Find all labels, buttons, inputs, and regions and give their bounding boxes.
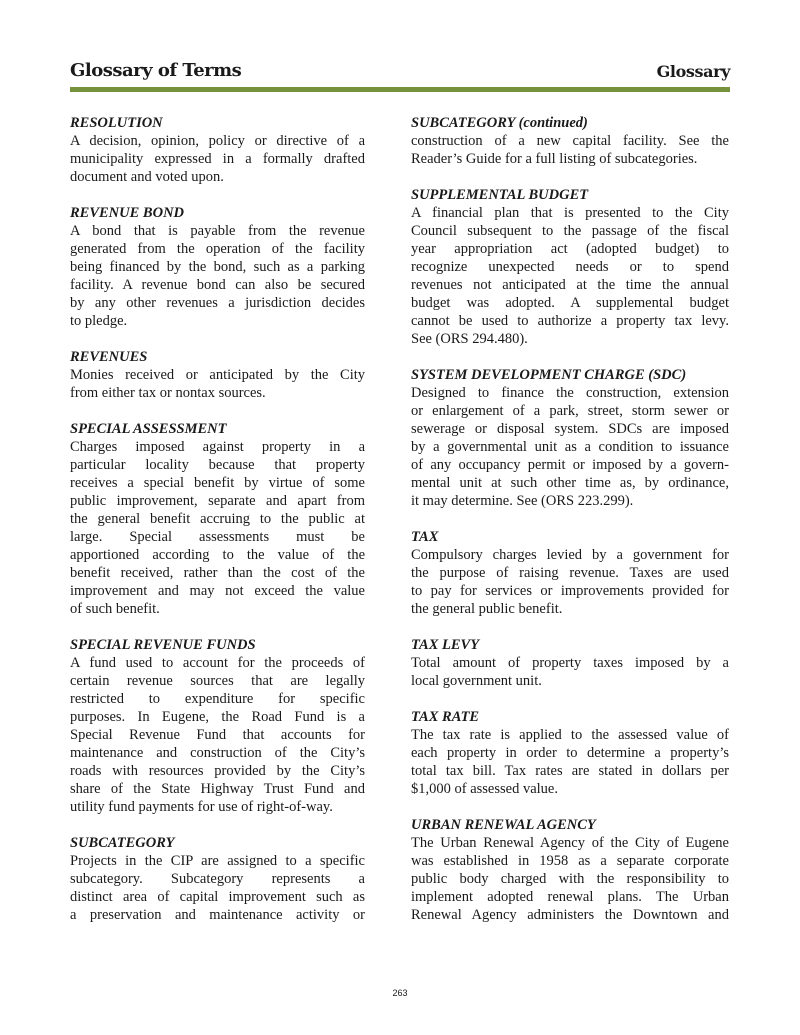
definition-line: total tax bill. Tax rates are stated in dollars per [411,763,729,779]
definition-line: improvement and may not exceed the value [70,583,365,599]
definition-line: the general public benefit. [411,601,563,617]
glossary-entry [411,366,729,510]
definition-line: document and voted upon. [70,169,224,185]
header-rule [70,87,730,92]
glossary-entry [411,186,729,348]
definition-line: A bond that is payable from the revenue [70,223,365,239]
glossary-entry [70,834,365,924]
definition-line: apportioned according to the value of the [70,547,365,563]
definition-line: Projects in the CIP are assigned to a specific [70,853,365,869]
glossary-term: REVENUES [70,349,148,365]
definition-line: generated from the operation of the facility [70,241,365,257]
definition-line: public body charged with the responsibility to [411,871,729,887]
glossary-term: SUPPLEMENTAL BUDGET [411,187,589,203]
page-title: Glossary of Terms [70,60,242,81]
definition-line: roads with resources provided by the City’s [70,763,365,779]
definition-line: certain revenue sources that are legally [70,673,365,689]
definition-line: Renewal Agency administers the Downtown and [411,907,729,923]
definition-line: Charges imposed against property in a [70,439,365,455]
definition-line: share of the State Highway Trust Fund and [70,781,365,797]
definition-line: public improvement, separate and apart from [70,493,365,509]
glossary-entry [70,348,365,402]
definition-line: benefit received, rather than the cost of the [70,565,365,581]
definition-line: implement adopted renewal plans. The Urban [411,889,729,905]
definition-line: a preservation and maintenance activity or [70,907,365,923]
definition-line: A fund used to account for the proceeds of [70,655,365,671]
definition-line: to pledge. [70,313,128,329]
definition-line: subcategory. Subcategory represents a [70,871,365,887]
glossary-entry [411,636,729,690]
glossary-entry [411,528,729,618]
definition-line: the purpose of raising revenue. Taxes are used [411,565,729,581]
definition-line: purposes. In Eugene, the Road Fund is a [70,709,365,725]
page-header [70,60,730,86]
definition-line: cannot be used to authorize a property tax levy. [411,313,729,329]
definition-line: sewerage or disposal system. SDCs are imposed [411,421,729,437]
definition-line: A decision, opinion, policy or directive of a [70,133,365,149]
glossary-term: SUBCATEGORY (continued) [411,115,588,131]
definition-line: construction of a new capital facility. See the [411,133,729,149]
definition-line: mental unit at such other time as, by ordinance, [411,475,729,491]
definition-line: Reader’s Guide for a full listing of subcategories. [411,151,698,167]
glossary-term: TAX RATE [411,709,480,725]
glossary-entry [411,114,729,168]
section-label: Glossary [656,62,730,81]
definition-line: Special Revenue Fund that accounts for [70,727,365,743]
definition-line: particular locality because that property [70,457,365,473]
glossary-term: REVENUE BOND [70,205,185,221]
definition-line: distinct area of capital improvement such as [70,889,365,905]
definition-line: Total amount of property taxes imposed by a [411,655,729,671]
definition-line: recognize unexpected needs or to spend [411,259,729,275]
definition-line: the general benefit accruing to the public at [70,511,365,527]
glossary-entry [70,204,365,330]
right-column [411,114,729,942]
glossary-term: SPECIAL ASSESSMENT [70,421,227,437]
glossary-term: TAX LEVY [411,637,480,653]
definition-line: year appropriation act (adopted budget) to [411,241,729,257]
definition-line: from either tax or nontax sources. [70,385,266,401]
definition-line: The tax rate is applied to the assessed value of [411,727,729,743]
definition-line: Monies received or anticipated by the City [70,367,365,383]
definition-line: local government unit. [411,673,542,689]
definition-line: budget was adopted. A supplemental budget [411,295,729,311]
glossary-term: URBAN RENEWAL AGENCY [411,817,596,833]
definition-line: Designed to finance the construction, extension [411,385,729,401]
glossary-term: SYSTEM DEVELOPMENT CHARGE (SDC) [411,367,687,383]
definition-line: by a governmental unit as a condition to issuance [411,439,729,455]
definition-line: facility. A revenue bond can also be secured [70,277,365,293]
glossary-entry [70,636,365,816]
definition-line: revenues not anticipated at the time the annual [411,277,729,293]
definition-line: to pay for services or improvements provided for [411,583,729,599]
page-number: 263 [392,988,408,998]
definition-line: receives a special benefit by virtue of some [70,475,365,491]
definition-line: See (ORS 294.480). [411,331,528,347]
definition-line: maintenance and construction of the City’s [70,745,365,761]
definition-line: utility fund payments for use of right-of-way. [70,799,333,815]
definition-line: or enlargement of a park, street, storm sewer or [411,403,729,419]
definition-line: it may determine. See (ORS 223.299). [411,493,634,509]
glossary-entry [411,816,729,924]
definition-line: by any other revenues a jurisdiction decides [70,295,365,311]
definition-line: of such benefit. [70,601,160,617]
definition-line: Council subsequent to the passage of the fiscal [411,223,729,239]
glossary-entry [411,708,729,798]
left-column [70,114,365,942]
definition-line: A financial plan that is presented to the City [411,205,729,221]
glossary-term: RESOLUTION [70,115,163,131]
glossary-term: SUBCATEGORY [70,835,175,851]
glossary-term: SPECIAL REVENUE FUNDS [70,637,256,653]
definition-line: was established in 1958 as a separate corporate [411,853,729,869]
definition-line: large. Special assessments must be [70,529,365,545]
definition-line: restricted to expenditure for specific [70,691,365,707]
glossary-entry [70,420,365,618]
definition-line: $1,000 of assessed value. [411,781,558,797]
glossary-entry [70,114,365,186]
definition-line: municipality expressed in a formally drafted [70,151,365,167]
definition-line: Compulsory charges levied by a government for [411,547,729,563]
glossary-term: TAX [411,529,439,545]
definition-line: being financed by the bond, such as a parking [70,259,365,275]
definition-line: each property in order to determine a property’s [411,745,729,761]
definition-line: of any occupancy permit or imposed by a govern- [411,457,729,473]
definition-line: The Urban Renewal Agency of the City of Eugene [411,835,729,851]
